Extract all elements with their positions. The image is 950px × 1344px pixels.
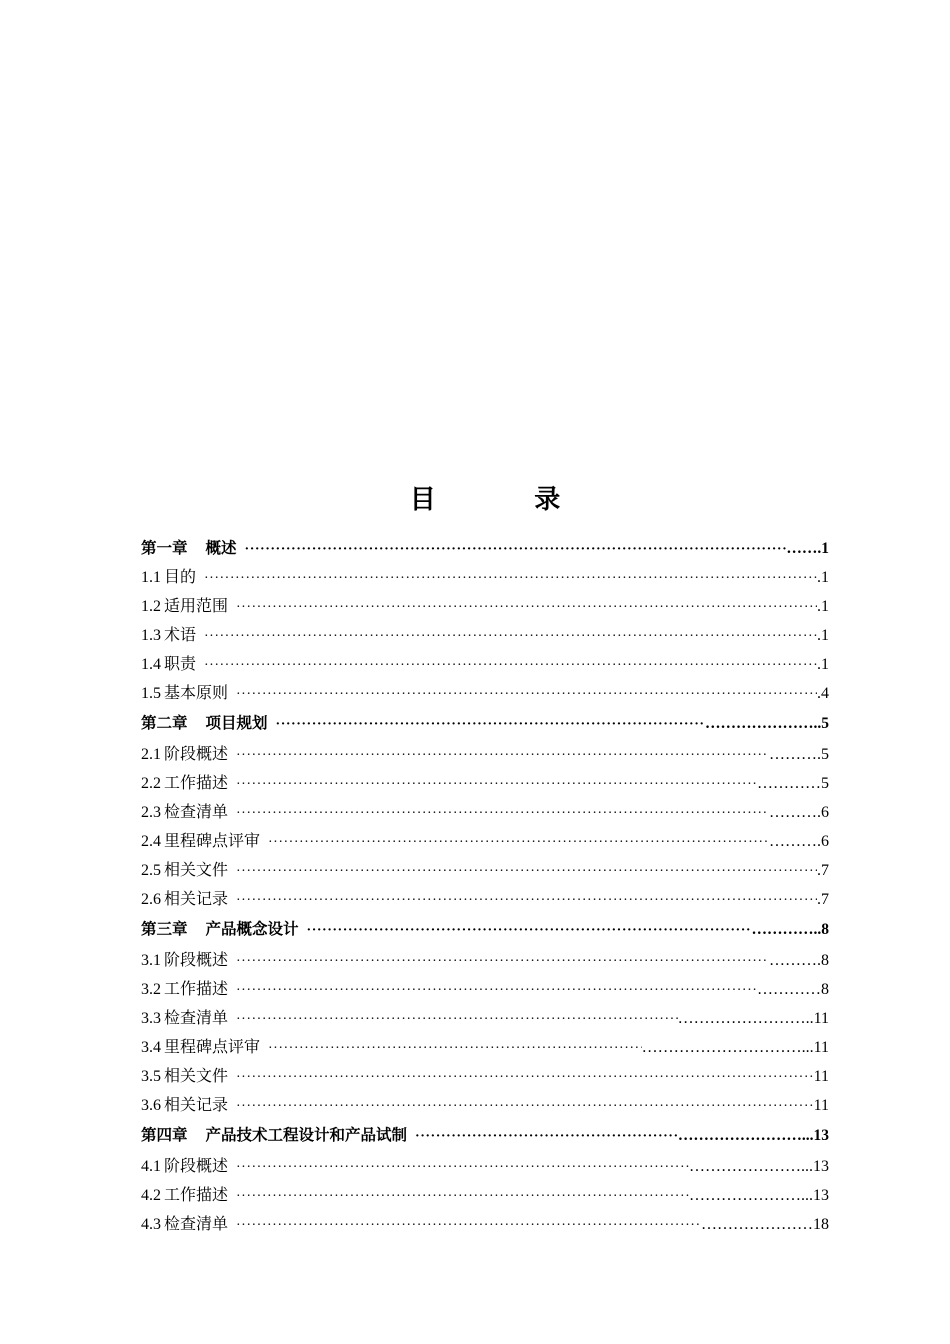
toc-entry-title: 阶段概述 — [164, 952, 229, 969]
toc-dot-leader — [236, 1063, 814, 1091]
toc-entry-2-5[interactable] — [141, 856, 829, 885]
toc-entry-number: 2.1 — [141, 746, 161, 763]
toc-entry-page: …………8 — [757, 981, 829, 998]
toc-entry-1-2[interactable] — [141, 592, 829, 621]
toc-dot-leader — [236, 770, 757, 798]
toc-entry-page: ……….6 — [769, 804, 829, 821]
toc-entry-title: 项目规划 — [205, 715, 268, 732]
toc-entry-number: 3.5 — [141, 1068, 161, 1085]
toc-entry-title: 基本原则 — [164, 685, 229, 702]
toc-entry-page: ……………………...13 — [677, 1127, 829, 1144]
toc-entry-3-3[interactable] — [141, 1004, 829, 1033]
toc-entry-2-2[interactable] — [141, 769, 829, 798]
toc-entry-page: .1 — [817, 569, 829, 586]
toc-dot-leader — [245, 535, 787, 563]
toc-entry-page: 11 — [813, 1097, 829, 1114]
toc-entry-chapter-1[interactable] — [141, 534, 829, 563]
toc-entry-number: 2.2 — [141, 775, 161, 792]
toc-entry-number: 1.5 — [141, 685, 161, 702]
toc-dot-leader — [236, 1153, 689, 1181]
toc-entry-page: …………………...13 — [689, 1187, 829, 1204]
toc-entry-title: 里程碑点评审 — [164, 833, 261, 850]
toc-entry-2-6[interactable] — [141, 885, 829, 914]
toc-dot-leader — [276, 709, 705, 740]
toc-entry-4-1[interactable] — [141, 1152, 829, 1181]
toc-entry-number: 1.4 — [141, 656, 161, 673]
toc-entry-page: .7 — [817, 891, 829, 908]
toc-entry-page: ……….8 — [769, 952, 829, 969]
toc-dot-leader — [204, 564, 817, 592]
toc-entry-title: 职责 — [164, 656, 197, 673]
toc-dot-leader — [268, 828, 769, 856]
toc-entry-title: 相关记录 — [164, 891, 229, 908]
toc-entry-1-5[interactable] — [141, 679, 829, 708]
toc-entry-2-1[interactable] — [141, 740, 829, 769]
toc-entry-page: …………………...13 — [689, 1158, 829, 1175]
toc-dot-leader — [236, 1211, 701, 1239]
toc-entry-title: 相关文件 — [164, 1068, 229, 1085]
toc-entry-title: 工作描述 — [164, 981, 229, 998]
toc-entry-title: 术语 — [164, 627, 197, 644]
toc-entry-page: …………………..5 — [705, 715, 829, 732]
toc-entry-chapter-4[interactable] — [141, 1120, 829, 1152]
toc-entry-number: 3.2 — [141, 981, 161, 998]
toc-entry-title: 工作描述 — [164, 1187, 229, 1204]
toc-dot-leader — [307, 915, 752, 946]
toc-entry-title: 检查清单 — [164, 804, 229, 821]
toc-entry-title: 适用范围 — [164, 598, 229, 615]
toc-entry-title: 工作描述 — [164, 775, 229, 792]
toc-entry-page: …………………………...11 — [641, 1039, 829, 1056]
toc-entry-1-1[interactable] — [141, 563, 829, 592]
toc-dot-leader — [236, 1092, 814, 1120]
toc-entry-number: 1.3 — [141, 627, 161, 644]
toc-entry-number: 4.2 — [141, 1187, 161, 1204]
toc-dot-leader — [236, 947, 769, 975]
toc-entry-number: 1.1 — [141, 569, 161, 586]
toc-entry-number: 4.3 — [141, 1216, 161, 1233]
toc-dot-leader — [236, 1182, 689, 1210]
toc-entry-page: 11 — [813, 1068, 829, 1085]
toc-entry-page: …………………18 — [701, 1216, 829, 1233]
toc-entry-page: .7 — [817, 862, 829, 879]
toc-dot-leader — [236, 886, 817, 914]
toc-entry-title: 相关文件 — [164, 862, 229, 879]
toc-entry-number: 1.2 — [141, 598, 161, 615]
toc-entry-title: 相关记录 — [164, 1097, 229, 1114]
toc-dot-leader — [236, 799, 769, 827]
toc-entry-page: …………..8 — [751, 921, 829, 938]
toc-entry-page: .1 — [817, 598, 829, 615]
toc-entry-page: ……….5 — [769, 746, 829, 763]
toc-entry-3-2[interactable] — [141, 975, 829, 1004]
toc-entry-2-3[interactable] — [141, 798, 829, 827]
toc-entry-chapter-2[interactable] — [141, 708, 829, 740]
toc-title: 目 录 — [409, 485, 607, 514]
toc-entry-page: .4 — [817, 685, 829, 702]
toc-entry-page: …….1 — [786, 540, 829, 557]
toc-dot-leader — [236, 593, 817, 621]
toc-entry-1-4[interactable] — [141, 650, 829, 679]
toc-dot-leader — [415, 1121, 678, 1152]
toc-entry-number: 第四章 — [141, 1127, 188, 1144]
toc-entry-4-3[interactable] — [141, 1210, 829, 1239]
toc-dot-leader — [268, 1034, 642, 1062]
toc-entry-3-4[interactable] — [141, 1033, 829, 1062]
toc-entry-chapter-3[interactable] — [141, 914, 829, 946]
toc-entry-number: 3.3 — [141, 1010, 161, 1027]
toc-entry-page: .1 — [817, 656, 829, 673]
toc-entry-page: .1 — [817, 627, 829, 644]
toc-entry-number: 2.5 — [141, 862, 161, 879]
toc-entry-number: 第一章 — [141, 540, 188, 557]
toc-entry-title: 阶段概述 — [164, 1158, 229, 1175]
toc-entry-title: 里程碑点评审 — [164, 1039, 261, 1056]
toc-entry-title: 产品概念设计 — [205, 921, 299, 938]
toc-dot-leader — [236, 976, 757, 1004]
toc-entry-number: 2.3 — [141, 804, 161, 821]
toc-entry-3-5[interactable] — [141, 1062, 829, 1091]
toc-dot-leader — [236, 857, 817, 885]
toc-entry-number: 2.4 — [141, 833, 161, 850]
toc-entry-number: 3.1 — [141, 952, 161, 969]
toc-entry-title: 概述 — [205, 540, 237, 557]
toc-dot-leader — [204, 651, 817, 679]
toc-entry-title: 阶段概述 — [164, 746, 229, 763]
toc-entry-title: 目的 — [164, 569, 197, 586]
toc-dot-leader — [236, 1005, 678, 1033]
toc-entry-page: ……….6 — [769, 833, 829, 850]
table-of-contents — [141, 480, 829, 1239]
toc-entry-number: 第二章 — [141, 715, 188, 732]
toc-entry-3-1[interactable] — [141, 946, 829, 975]
toc-entry-2-4[interactable] — [141, 827, 829, 856]
toc-entry-number: 3.6 — [141, 1097, 161, 1114]
toc-dot-leader — [236, 680, 817, 708]
toc-entry-title: 产品技术工程设计和产品试制 — [205, 1127, 408, 1144]
toc-entry-page: …………5 — [757, 775, 829, 792]
toc-entry-page: ……………………..11 — [677, 1010, 829, 1027]
toc-entry-number: 第三章 — [141, 921, 188, 938]
toc-entry-title: 检查清单 — [164, 1010, 229, 1027]
toc-dot-leader — [236, 741, 769, 769]
toc-entry-4-2[interactable] — [141, 1181, 829, 1210]
toc-entry-3-6[interactable] — [141, 1091, 829, 1120]
toc-entry-1-3[interactable] — [141, 621, 829, 650]
toc-entry-number: 2.6 — [141, 891, 161, 908]
toc-entry-number: 3.4 — [141, 1039, 161, 1056]
toc-entry-number: 4.1 — [141, 1158, 161, 1175]
toc-dot-leader — [204, 622, 817, 650]
toc-entry-title: 检查清单 — [164, 1216, 229, 1233]
